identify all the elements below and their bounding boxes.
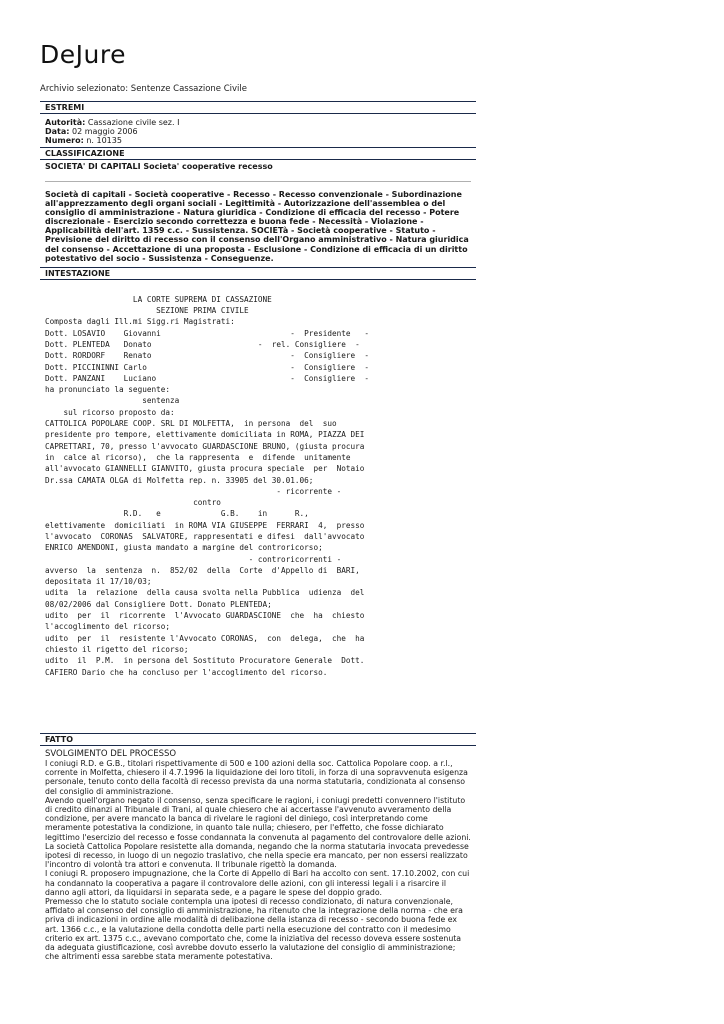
fatto-body <box>40 759 476 961</box>
autorita-label: Autorità: <box>45 118 86 127</box>
document-body <box>40 101 476 678</box>
classificazione-heading: CLASSIFICAZIONE <box>40 147 476 160</box>
intestazione-heading: INTESTAZIONE <box>40 267 476 280</box>
fatto-section <box>40 733 476 961</box>
estremi-heading: ESTREMI <box>40 101 476 114</box>
numero-row <box>45 136 471 145</box>
fatto-title: SVOLGIMENTO DEL PROCESSO <box>45 749 177 759</box>
estremi-block <box>40 114 476 147</box>
fatto-heading: FATTO <box>40 733 476 746</box>
classificazione-keywords: Società di capitali - Società cooperative - Recesso - Recesso convenzionale - Subordinazione all'apprezzamento degli organi sociali - Legittimità - Autorizzazione dell'assemblea o del consiglio di amministrazione - Natura giuridica - Condizione di efficacia del recesso - Potere discrezionale - Esercizio secondo correttezza e buona fede - Necessità - Violazione - Applicabilità dell'art. 1359 c.c. - Sussistenza. SOCIETà - Società cooperative - Statuto - Previsione del diritto di recesso con il consenso dell'Organo amministrativo - Natura giuridica del consenso - Accettazione di una proposta - Esclusione - Condizione di efficacia di un diritto potestativo del socio - Sussistenza - Conseguenze. <box>45 190 469 263</box>
autorita-row <box>45 118 471 127</box>
numero-value: n. 10135 <box>86 136 122 145</box>
dejure-logo: DeJure <box>40 40 126 69</box>
autorita-value: Cassazione civile sez. I <box>87 118 180 127</box>
data-label: Data: <box>45 127 70 136</box>
fatto-paragraph: Avendo quell'organo negato il consenso, senza specificare le ragioni, i coniugi predetti convennero l'istituto di credito dinanzi al Tribunale di Trani, al quale chiesero che ai accertasse l'avvenuto avveramento della condizione, per avere mancato la banca di rivelare le ragioni del diniego, così interpretando come meramente potestativa la condizione, in quanto tale nulla; chiesero, per l'effetto, che fosse dichiarato legittimo l'esercizio del recesso e fosse condannata la convenuta al pagamento del controvalore delle azioni. <box>45 795 471 842</box>
fatto-paragraph: I coniugi R. proposero impugnazione, che la Corte di Appello di Bari ha accolto con sent. 17.10.2002, con cui ha condannato la cooperativa a pagare il controvalore delle azioni, con gli interessi legali i a risarcire il danno agli attori, da liquidarsi in separata sede, e a pagare le spese del doppio grado. <box>45 869 470 897</box>
numero-label: Numero: <box>45 136 84 145</box>
divider <box>45 181 471 182</box>
data-value: 02 maggio 2006 <box>72 127 138 136</box>
data-row <box>45 127 471 136</box>
intestazione-text: LA CORTE SUPREMA DI CASSAZIONE SEZIONE PRIMA CIVILE Composta dagli Ill.mi Sigg.ri Magistrati: Dott. LOSAVIO Giovanni - Presidente - Dott. PLENTEDA Donato - rel. Consigliere - Dott. RORDORF Renato - Consigliere - Dott. PICCININNI Carlo - Consigliere - Dott. PANZANI Luciano - Consigliere - ha pronunciato la seguente: sentenza sul ricorso proposto da: CATTOLICA POPOLARE COOP. SRL DI MOLFETTA, in persona del suo presidente pro tempore, elettivamente domiciliata in ROMA, PIAZZA DEI CAPRETTARI, 70, presso l'avvocato GUARDASCIONE BRUNO, (giusta procura in calce al ricorso), che la rappresenta e difende unitamente all'avvocato GIANNELLI GIANVITO, giusta procura speciale per Notaio Dr.ssa CAMATA OLGA di Molfetta rep. n. 33905 del 30.01.06; - ricorrente - contro R.D. e G.B. in R., elettivamente domiciliati in ROMA VIA GIUSEPPE FERRARI 4, presso l'avvocato CORONAS SALVATORE, rappresentati e difesi dall'avvocato ENRICO AMENDONI, giusta mandato a margine del controricorso; - controricorrenti - avverso la sentenza n. 852/02 della Corte d'Appello di BARI, depositata il 17/10/03; udita la relazione della causa svolta nella Pubblica udienza del 08/02/2006 dal Consigliere Dott. Donato PLENTEDA; udito per il ricorrente l'Avvocato GUARDASCIONE che ha chiesto l'accoglimento del ricorso; udito per il resistente l'Avvocato CORONAS, con delega, che ha chiesto il rigetto del ricorso; udito il P.M. in persona del Sostituto Procuratore Generale Dott. CAFIERO Dario che ha concluso per l'accoglimento del ricorso. <box>45 294 369 677</box>
classificazione-topic: SOCIETA' DI CAPITALI Societa' cooperative recesso <box>45 162 273 171</box>
fatto-paragraph: I coniugi R.D. e G.B., titolari rispettivamente di 500 e 100 azioni della soc. Cattolica Popolare coop. a r.l., corrente in Molfetta, chiesero il 4.7.1996 la liquidazione dei loro titoli, in forza di una sopravvenuta esigenza personale, tenuto conto della facoltà di recesso prevista da una norma statutaria, condizionata al consenso del consiglio di amministrazione. <box>45 759 468 796</box>
archive-selection: Archivio selezionato: Sentenze Cassazione Civile <box>40 84 247 94</box>
fatto-paragraph: La società Cattolica Popolare resistette alla domanda, negando che la norma statutaria invocata prevedesse ipotesi di recesso, in luogo di un negozio traslativo, che nella specie era mancato, per non essersi realizzato l'incontro di volontà tra attori e convenuta. Il tribunale rigettò la domanda. <box>45 841 469 870</box>
fatto-paragraph: Premesso che lo statuto sociale contempla una ipotesi di recesso condizionato, di natura convenzionale, affidato al consenso del consiglio di amministrazione, ha ritenuto che la integrazione della norma - che era priva di indicazioni in ordine alle modalità di delibazione della istanza di recesso - secondo buona fede ex art. 1366 c.c., e la valutazione della condotta delle parti nella esecuzione del contratto con il medesimo criterio ex art. 1375 c.c., avevano comportato che, come la iniziativa del recesso doveva essere sostenuta da adeguata giustificazione, così avrebbe dovuto esserlo la valutazione del consiglio di amministrazione; che altrimenti essa sarebbe stata meramente potestativa. <box>45 897 463 962</box>
